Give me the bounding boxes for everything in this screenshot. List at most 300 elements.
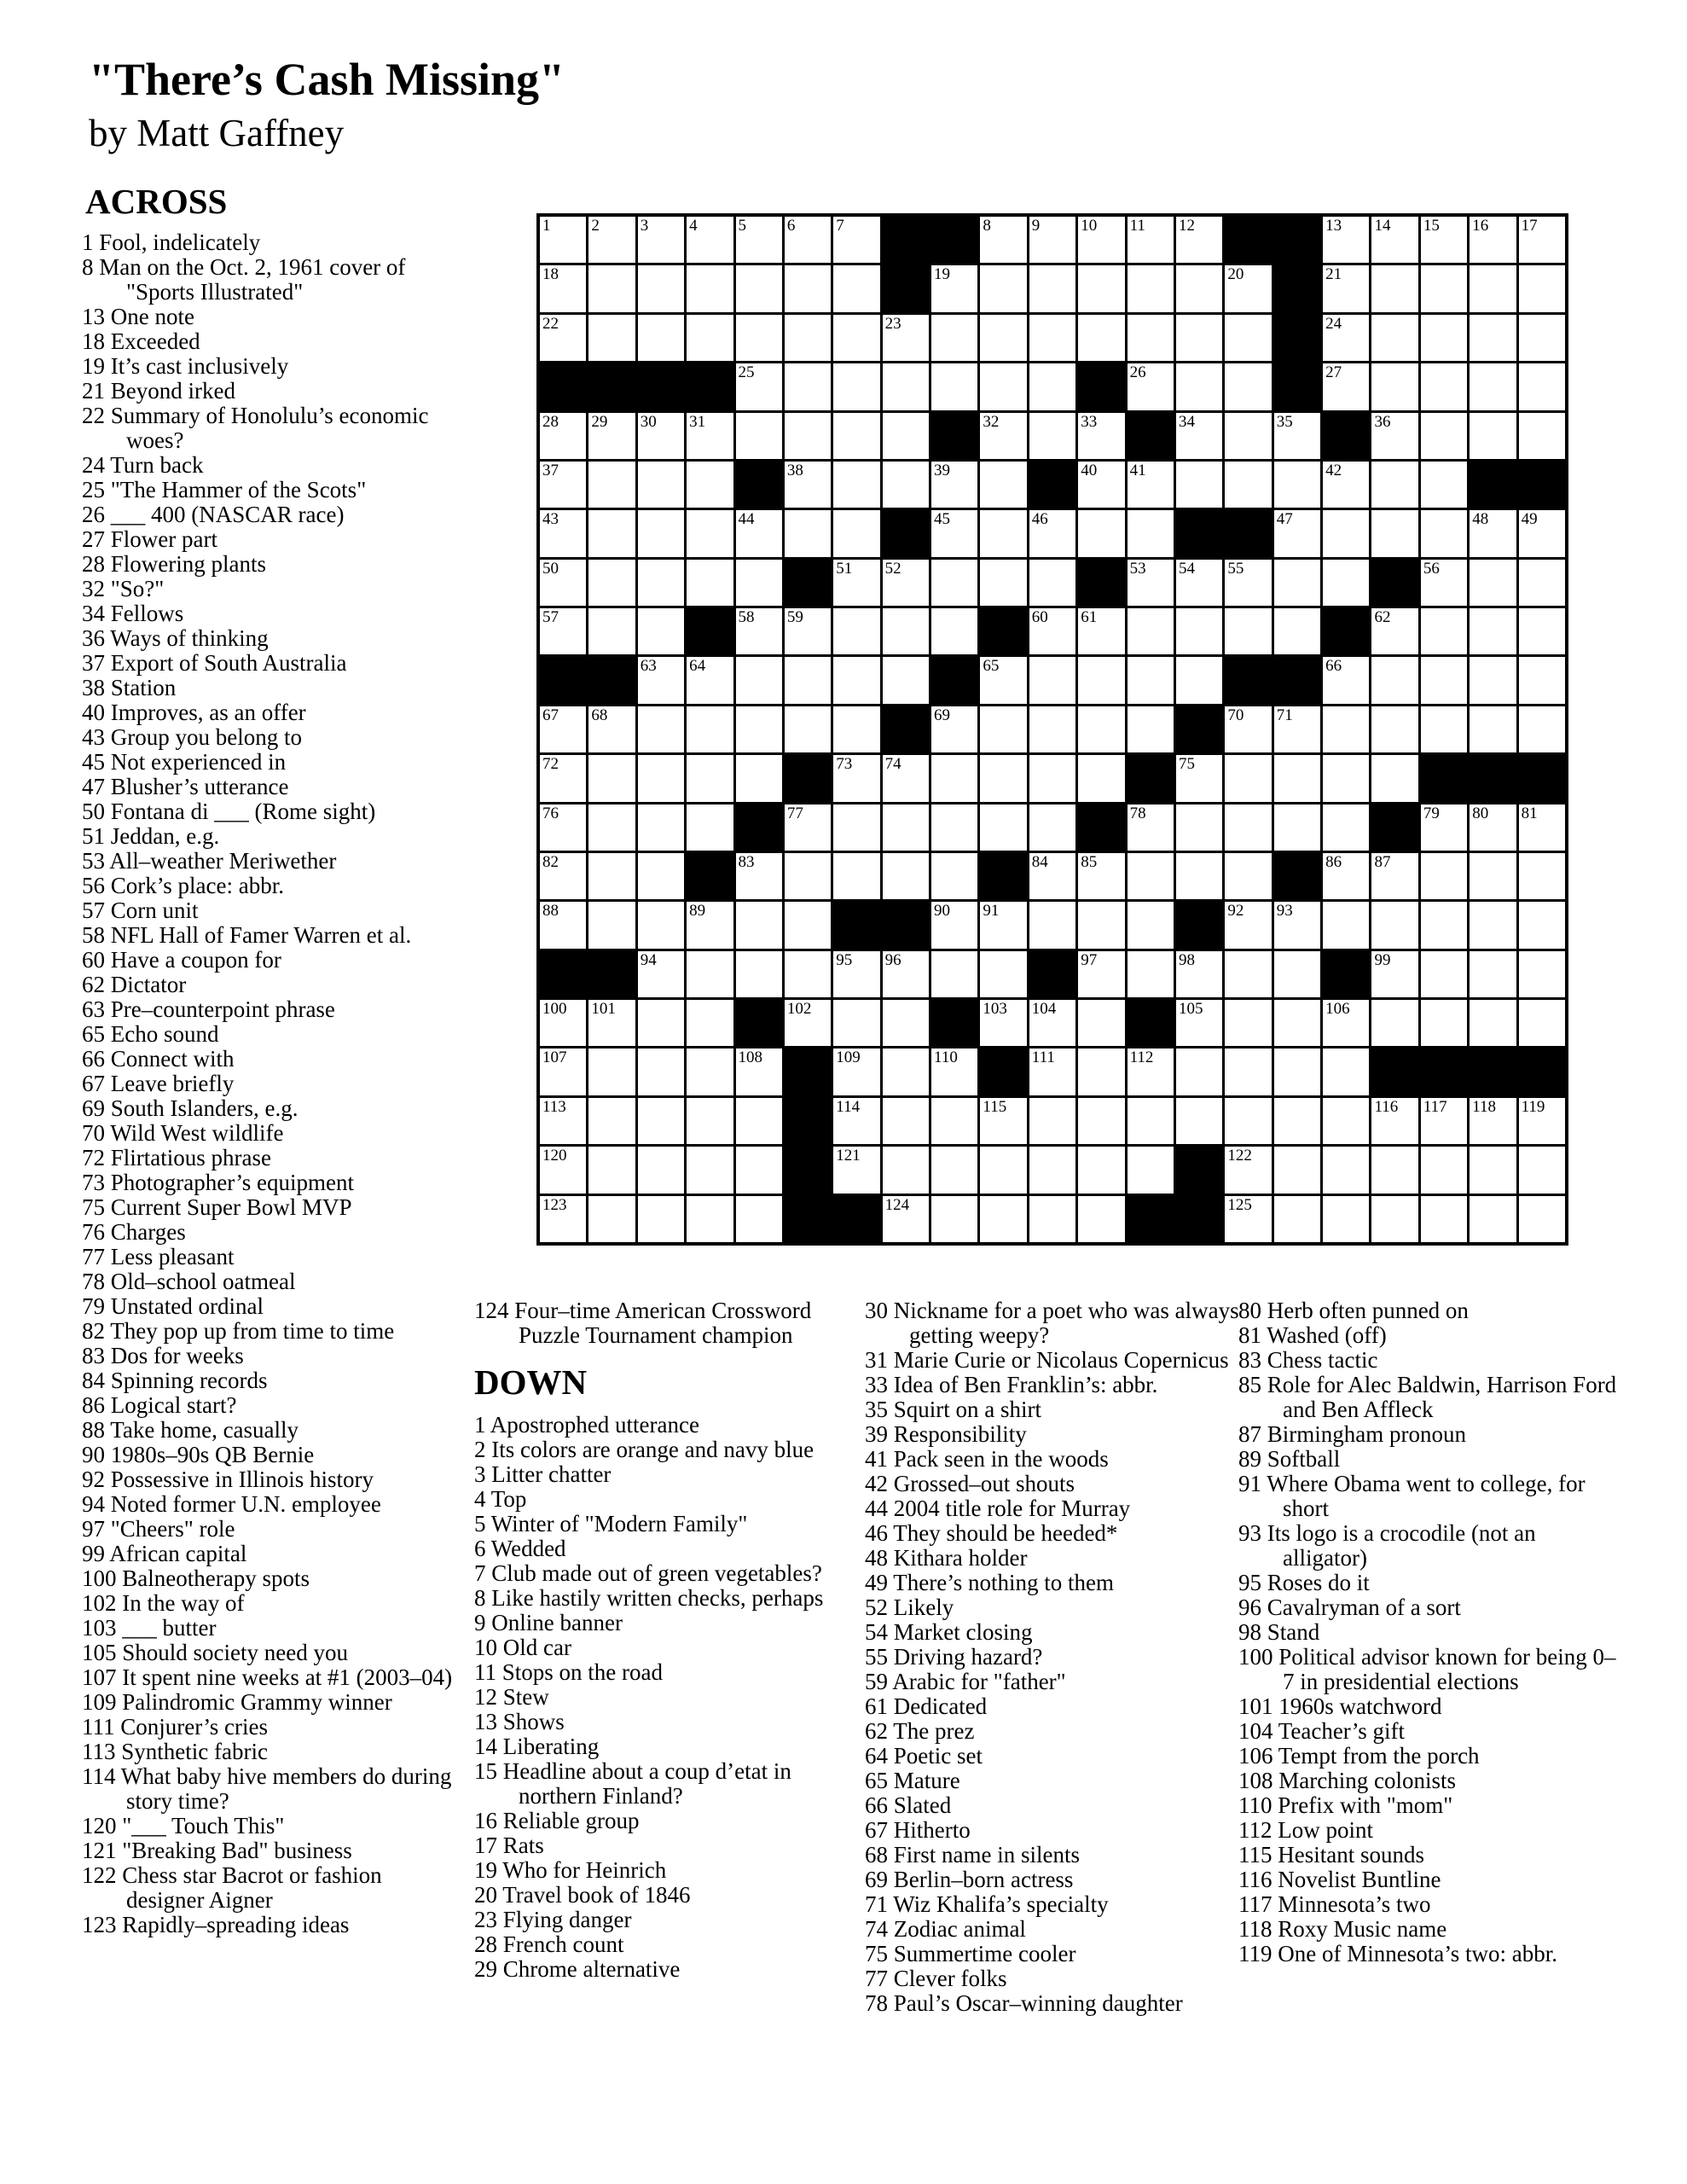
- grid-cell-number: 34: [1178, 412, 1195, 431]
- grid-cell: [588, 413, 635, 459]
- grid-cell: [540, 560, 586, 606]
- grid-cell: [1078, 462, 1124, 508]
- down-clue-42: 42 Grossed–out shouts: [865, 1471, 1075, 1496]
- grid-cell-number: 48: [1472, 510, 1489, 529]
- down-clue-83: 83 Chess tactic: [1238, 1347, 1378, 1373]
- grid-cell: [687, 755, 733, 801]
- down-clue-100: 100 Political advisor known for being 0–7 in presidential elections: [1238, 1644, 1616, 1694]
- down-clue-44: 44 2004 title role for Murray: [865, 1496, 1131, 1521]
- grid-cell: [638, 1000, 684, 1046]
- grid-cell: [638, 462, 684, 508]
- grid-cell-number: 33: [1081, 412, 1098, 431]
- grid-cell: [785, 315, 831, 361]
- down-clue-66: 66 Slated: [865, 1792, 952, 1818]
- grid-cell: [1274, 1147, 1320, 1193]
- across-clue-19: 19 It’s cast inclusively: [82, 353, 289, 379]
- across-clue-79: 79 Unstated ordinal: [82, 1293, 264, 1319]
- grid-cell: [736, 853, 782, 899]
- grid-cell: [931, 1098, 977, 1144]
- grid-cell: [1078, 853, 1124, 899]
- grid-cell: [687, 1098, 733, 1144]
- grid-cell: [1470, 657, 1516, 703]
- grid-cell: [1371, 902, 1417, 948]
- down-clue-35: 35 Squirt on a shirt: [865, 1397, 1041, 1422]
- grid-cell: [883, 1048, 929, 1095]
- grid-cell-number: 27: [1325, 363, 1342, 382]
- grid-cell-number: 78: [1129, 804, 1146, 822]
- grid-black-cell: [833, 902, 879, 948]
- grid-cell-number: 122: [1227, 1147, 1252, 1165]
- grid-cell: [1519, 560, 1565, 606]
- grid-cell: [1078, 608, 1124, 654]
- down-clue-119: 119 One of Minnesota’s two: abbr.: [1238, 1941, 1557, 1966]
- puzzle-byline: by Matt Gaffney: [89, 112, 345, 154]
- down-clue-41: 41 Pack seen in the woods: [865, 1446, 1109, 1472]
- grid-cell-number: 68: [591, 706, 608, 724]
- grid-cell: [687, 657, 733, 703]
- across-clue-45: 45 Not experienced in: [82, 749, 287, 775]
- grid-cell-number: 107: [542, 1048, 567, 1067]
- grid-cell: [1029, 657, 1075, 703]
- grid-cell: [1323, 510, 1369, 556]
- grid-black-cell: [736, 1000, 782, 1046]
- grid-cell: [638, 657, 684, 703]
- grid-cell: [1323, 755, 1369, 801]
- grid-cell-number: 3: [640, 217, 649, 235]
- grid-cell: [1029, 265, 1075, 311]
- across-clue-63: 63 Pre–counterpoint phrase: [82, 996, 335, 1022]
- grid-cell: [687, 560, 733, 606]
- grid-cell: [1421, 608, 1467, 654]
- across-clue-43: 43 Group you belong to: [82, 724, 302, 750]
- grid-cell: [1128, 510, 1174, 556]
- grid-cell: [931, 951, 977, 997]
- grid-cell: [1421, 462, 1467, 508]
- grid-cell: [1225, 1048, 1271, 1095]
- grid-cell: [1371, 1147, 1417, 1193]
- grid-cell: [540, 706, 586, 752]
- grid-cell: [736, 413, 782, 459]
- grid-cell-number: 115: [983, 1097, 1007, 1116]
- grid-cell-number: 25: [738, 363, 755, 382]
- grid-cell: [1274, 706, 1320, 752]
- grid-cell: [1176, 217, 1222, 263]
- down-clue-46: 46 They should be heeded*: [865, 1520, 1118, 1546]
- grid-cell: [1421, 217, 1467, 263]
- grid-cell: [1176, 265, 1222, 311]
- grid-cell: [1128, 217, 1174, 263]
- down-clue-74: 74 Zodiac animal: [865, 1916, 1026, 1942]
- grid-cell: [833, 265, 879, 311]
- grid-cell: [540, 462, 586, 508]
- across-clue-122: 122 Chess star Bacrot or fashion designer Aigner: [82, 1862, 382, 1913]
- grid-cell: [1519, 265, 1565, 311]
- grid-cell: [588, 706, 635, 752]
- grid-black-cell: [980, 853, 1026, 899]
- grid-cell: [540, 755, 586, 801]
- grid-cell-number: 111: [1031, 1048, 1055, 1067]
- down-clue-116: 116 Novelist Buntline: [1238, 1867, 1441, 1892]
- grid-cell: [1323, 363, 1369, 410]
- grid-cell: [1519, 706, 1565, 752]
- grid-cell: [1078, 1196, 1124, 1242]
- down-clue-75: 75 Summertime cooler: [865, 1941, 1076, 1966]
- grid-cell: [588, 755, 635, 801]
- down-clue-104: 104 Teacher’s gift: [1238, 1718, 1406, 1744]
- grid-cell: [1470, 853, 1516, 899]
- grid-cell: [1176, 462, 1222, 508]
- grid-cell: [1323, 853, 1369, 899]
- grid-cell-number: 32: [983, 412, 1000, 431]
- grid-cell: [540, 1147, 586, 1193]
- grid-cell: [1029, 363, 1075, 410]
- grid-cell-number: 84: [1031, 852, 1048, 871]
- grid-cell: [833, 315, 879, 361]
- down-clue-108: 108 Marching colonists: [1238, 1768, 1456, 1793]
- grid-cell: [1371, 413, 1417, 459]
- grid-cell: [736, 706, 782, 752]
- grid-cell: [833, 1048, 879, 1095]
- grid-cell: [980, 462, 1026, 508]
- grid-black-cell: [736, 462, 782, 508]
- down-clue-65: 65 Mature: [865, 1768, 960, 1793]
- grid-cell: [980, 657, 1026, 703]
- grid-cell: [1225, 462, 1271, 508]
- grid-black-cell: [687, 363, 733, 410]
- grid-cell-number: 66: [1325, 657, 1342, 676]
- grid-cell-number: 61: [1081, 608, 1098, 627]
- across-clue-24: 24 Turn back: [82, 452, 204, 478]
- across-clue-82: 82 They pop up from time to time: [82, 1318, 395, 1344]
- grid-black-cell: [1176, 706, 1222, 752]
- grid-black-cell: [1225, 510, 1271, 556]
- grid-black-cell: [1470, 1048, 1516, 1095]
- across-clue-113: 113 Synthetic fabric: [82, 1739, 268, 1764]
- grid-cell: [638, 1147, 684, 1193]
- grid-cell: [736, 265, 782, 311]
- grid-cell: [785, 1000, 831, 1046]
- grid-cell: [833, 804, 879, 851]
- grid-cell-number: 110: [934, 1048, 958, 1067]
- grid-black-cell: [687, 608, 733, 654]
- grid-cell-number: 29: [591, 412, 608, 431]
- grid-cell: [883, 1196, 929, 1242]
- grid-black-cell: [1323, 608, 1369, 654]
- grid-cell: [1519, 902, 1565, 948]
- grid-cell-number: 60: [1031, 608, 1048, 627]
- grid-black-cell: [1078, 363, 1124, 410]
- grid-cell-number: 36: [1374, 412, 1391, 431]
- grid-cell: [1274, 902, 1320, 948]
- grid-black-cell: [1519, 462, 1565, 508]
- grid-cell: [540, 510, 586, 556]
- grid-cell-number: 106: [1325, 1000, 1350, 1019]
- grid-black-cell: [1274, 853, 1320, 899]
- down-clue-48: 48 Kithara holder: [865, 1545, 1028, 1571]
- grid-cell-number: 104: [1031, 1000, 1057, 1019]
- grid-cell-number: 22: [542, 314, 559, 333]
- grid-cell: [1371, 853, 1417, 899]
- grid-cell: [638, 315, 684, 361]
- grid-cell: [1274, 462, 1320, 508]
- grid-cell: [588, 608, 635, 654]
- grid-cell-number: 100: [542, 1000, 567, 1019]
- grid-cell: [1078, 413, 1124, 459]
- down-clue-68: 68 First name in silents: [865, 1842, 1080, 1867]
- grid-cell: [1421, 1147, 1467, 1193]
- grid-cell-number: 117: [1423, 1097, 1447, 1116]
- grid-black-cell: [1128, 1196, 1174, 1242]
- across-clue-51: 51 Jeddan, e.g.: [82, 823, 220, 849]
- across-clue-94: 94 Noted former U.N. employee: [82, 1491, 381, 1517]
- down-clue-115: 115 Hesitant sounds: [1238, 1842, 1424, 1867]
- grid-cell: [785, 853, 831, 899]
- grid-cell: [785, 510, 831, 556]
- grid-black-cell: [1323, 951, 1369, 997]
- grid-cell: [1128, 1147, 1174, 1193]
- grid-cell: [1176, 1048, 1222, 1095]
- grid-cell: [1470, 1098, 1516, 1144]
- grid-cell-number: 24: [1325, 314, 1342, 333]
- grid-black-cell: [931, 217, 977, 263]
- grid-cell: [1029, 706, 1075, 752]
- grid-cell-number: 46: [1031, 510, 1048, 529]
- grid-cell: [1421, 951, 1467, 997]
- grid-cell-number: 35: [1276, 412, 1293, 431]
- down-clue-71: 71 Wiz Khalifa’s specialty: [865, 1891, 1109, 1917]
- across-clue-88: 88 Take home, casually: [82, 1417, 299, 1443]
- grid-cell-number: 69: [934, 706, 951, 724]
- grid-cell: [1371, 1000, 1417, 1046]
- grid-cell: [736, 217, 782, 263]
- grid-black-cell: [1274, 217, 1320, 263]
- grid-cell: [1029, 755, 1075, 801]
- across-clue-86: 86 Logical start?: [82, 1392, 237, 1418]
- grid-cell: [980, 265, 1026, 311]
- down-heading: DOWN: [474, 1362, 588, 1402]
- grid-cell: [1176, 560, 1222, 606]
- grid-black-cell: [1176, 902, 1222, 948]
- across-clue-65: 65 Echo sound: [82, 1021, 219, 1047]
- grid-cell: [883, 755, 929, 801]
- down-clue-78: 78 Paul’s Oscar–winning daughter: [865, 1990, 1183, 2016]
- grid-cell: [1176, 951, 1222, 997]
- grid-black-cell: [833, 1196, 879, 1242]
- grid-cell-number: 75: [1178, 755, 1195, 774]
- grid-cell: [1274, 510, 1320, 556]
- grid-cell: [1371, 363, 1417, 410]
- grid-cell: [736, 510, 782, 556]
- grid-cell: [1078, 951, 1124, 997]
- grid-black-cell: [785, 1147, 831, 1193]
- grid-cell: [638, 560, 684, 606]
- down-clue-106: 106 Tempt from the porch: [1238, 1743, 1480, 1769]
- across-clue-22: 22 Summary of Honolulu’s economic woes?: [82, 403, 429, 453]
- grid-cell: [1029, 315, 1075, 361]
- grid-cell: [980, 1098, 1026, 1144]
- grid-cell-number: 88: [542, 902, 559, 921]
- down-clue-87: 87 Birmingham pronoun: [1238, 1421, 1466, 1447]
- grid-cell-number: 123: [542, 1195, 567, 1214]
- across-clue-8: 8 Man on the Oct. 2, 1961 cover of "Sports Illustrated": [82, 254, 406, 305]
- across-clue-76: 76 Charges: [82, 1219, 186, 1245]
- down-clue-49: 49 There’s nothing to them: [865, 1570, 1114, 1595]
- grid-cell: [1274, 1196, 1320, 1242]
- grid-black-cell: [1274, 363, 1320, 410]
- grid-black-cell: [1519, 755, 1565, 801]
- grid-black-cell: [736, 804, 782, 851]
- grid-cell: [1323, 902, 1369, 948]
- grid-black-cell: [1470, 755, 1516, 801]
- across-clue-109: 109 Palindromic Grammy winner: [82, 1689, 392, 1715]
- grid-cell-number: 8: [983, 217, 991, 235]
- across-clue-75: 75 Current Super Bowl MVP: [82, 1194, 352, 1220]
- grid-cell: [687, 217, 733, 263]
- down-clue-69: 69 Berlin–born actress: [865, 1867, 1074, 1892]
- grid-cell: [588, 1098, 635, 1144]
- grid-black-cell: [1371, 1048, 1417, 1095]
- grid-cell-number: 53: [1129, 559, 1146, 578]
- across-clue-103: 103 ___ butter: [82, 1615, 217, 1641]
- grid-black-cell: [980, 608, 1026, 654]
- grid-cell: [1421, 1098, 1467, 1144]
- grid-cell: [980, 804, 1026, 851]
- grid-cell: [1323, 315, 1369, 361]
- down-clue-23: 23 Flying danger: [474, 1907, 632, 1932]
- grid-cell: [883, 315, 929, 361]
- down-clue-2: 2 Its colors are orange and navy blue: [474, 1437, 815, 1462]
- grid-cell: [736, 608, 782, 654]
- grid-cell: [1128, 902, 1174, 948]
- grid-cell-number: 79: [1423, 804, 1440, 822]
- grid-cell-number: 49: [1521, 510, 1538, 529]
- down-clue-39: 39 Responsibility: [865, 1421, 1027, 1447]
- grid-cell: [931, 1196, 977, 1242]
- grid-cell: [1323, 657, 1369, 703]
- across-heading: ACROSS: [85, 182, 228, 221]
- grid-cell: [1371, 265, 1417, 311]
- grid-cell: [1519, 510, 1565, 556]
- grid-black-cell: [1519, 1048, 1565, 1095]
- grid-cell-number: 56: [1423, 559, 1440, 578]
- grid-cell: [1078, 755, 1124, 801]
- across-clue-25: 25 "The Hammer of the Scots": [82, 477, 367, 502]
- grid-cell: [1470, 706, 1516, 752]
- grid-black-cell: [883, 902, 929, 948]
- grid-cell: [1274, 755, 1320, 801]
- grid-cell: [687, 462, 733, 508]
- grid-cell: [1323, 560, 1369, 606]
- grid-cell: [1371, 657, 1417, 703]
- grid-cell: [1470, 363, 1516, 410]
- grid-cell: [588, 560, 635, 606]
- down-clue-93: 93 Its logo is a crocodile (not an alligator): [1238, 1520, 1536, 1571]
- grid-black-cell: [638, 363, 684, 410]
- grid-cell: [833, 413, 879, 459]
- grid-cell: [588, 902, 635, 948]
- grid-cell: [638, 853, 684, 899]
- grid-black-cell: [1029, 951, 1075, 997]
- grid-cell: [785, 706, 831, 752]
- grid-cell: [1470, 560, 1516, 606]
- down-clue-9: 9 Online banner: [474, 1610, 623, 1635]
- grid-cell: [785, 902, 831, 948]
- grid-cell: [1225, 608, 1271, 654]
- across-clue-92: 92 Possessive in Illinois history: [82, 1467, 374, 1492]
- grid-cell: [588, 853, 635, 899]
- grid-cell: [1029, 804, 1075, 851]
- grid-black-cell: [1128, 1000, 1174, 1046]
- grid-cell: [980, 413, 1026, 459]
- grid-cell: [1225, 1147, 1271, 1193]
- grid-cell-number: 38: [786, 461, 803, 479]
- grid-cell-number: 102: [786, 1000, 812, 1019]
- down-clue-118: 118 Roxy Music name: [1238, 1916, 1447, 1942]
- grid-cell: [687, 510, 733, 556]
- grid-cell-number: 9: [1031, 217, 1041, 235]
- grid-cell-number: 1: [542, 217, 551, 235]
- grid-cell: [785, 951, 831, 997]
- grid-cell-number: 20: [1227, 265, 1244, 284]
- grid-cell: [931, 1147, 977, 1193]
- across-clue-67: 67 Leave briefly: [82, 1071, 235, 1096]
- grid-cell: [980, 363, 1026, 410]
- down-clue-98: 98 Stand: [1238, 1619, 1320, 1645]
- across-clue-73: 73 Photographer’s equipment: [82, 1170, 354, 1195]
- grid-cell-number: 37: [542, 461, 559, 479]
- grid-cell-number: 119: [1521, 1097, 1545, 1116]
- grid-cell: [1470, 1147, 1516, 1193]
- down-clue-14: 14 Liberating: [474, 1734, 600, 1759]
- grid-cell: [1421, 657, 1467, 703]
- across-clue-77: 77 Less pleasant: [82, 1244, 235, 1269]
- grid-cell-number: 62: [1374, 608, 1391, 627]
- down-clue-96: 96 Cavalryman of a sort: [1238, 1594, 1461, 1620]
- down-clue-15: 15 Headline about a coup d’etat in northern Finland?: [474, 1758, 791, 1809]
- grid-cell: [931, 462, 977, 508]
- grid-cell: [736, 560, 782, 606]
- grid-cell: [931, 315, 977, 361]
- grid-cell-number: 85: [1081, 852, 1098, 871]
- grid-black-cell: [785, 1048, 831, 1095]
- puzzle-title: "There’s Cash Missing": [89, 54, 565, 105]
- grid-cell: [1519, 1000, 1565, 1046]
- grid-cell: [931, 265, 977, 311]
- grid-cell-number: 54: [1178, 559, 1195, 578]
- grid-cell: [638, 1048, 684, 1095]
- across-clue-78: 78 Old–school oatmeal: [82, 1269, 296, 1294]
- grid-cell-number: 86: [1325, 852, 1342, 871]
- grid-cell-number: 121: [836, 1147, 861, 1165]
- grid-cell: [638, 217, 684, 263]
- clue-column-middle-left: [474, 1298, 860, 1982]
- grid-cell: [1519, 363, 1565, 410]
- down-clue-list-right: [1238, 1298, 1624, 1966]
- grid-cell: [736, 902, 782, 948]
- grid-cell: [736, 951, 782, 997]
- down-clue-7: 7 Club made out of green vegetables?: [474, 1560, 822, 1586]
- grid-cell: [1128, 853, 1174, 899]
- grid-cell-number: 58: [738, 608, 755, 627]
- grid-cell: [883, 804, 929, 851]
- grid-cell-number: 89: [689, 902, 706, 921]
- grid-cell: [931, 706, 977, 752]
- grid-cell: [1128, 657, 1174, 703]
- grid-cell: [540, 902, 586, 948]
- down-clue-16: 16 Reliable group: [474, 1808, 640, 1833]
- grid-cell: [883, 951, 929, 997]
- grid-black-cell: [1176, 1147, 1222, 1193]
